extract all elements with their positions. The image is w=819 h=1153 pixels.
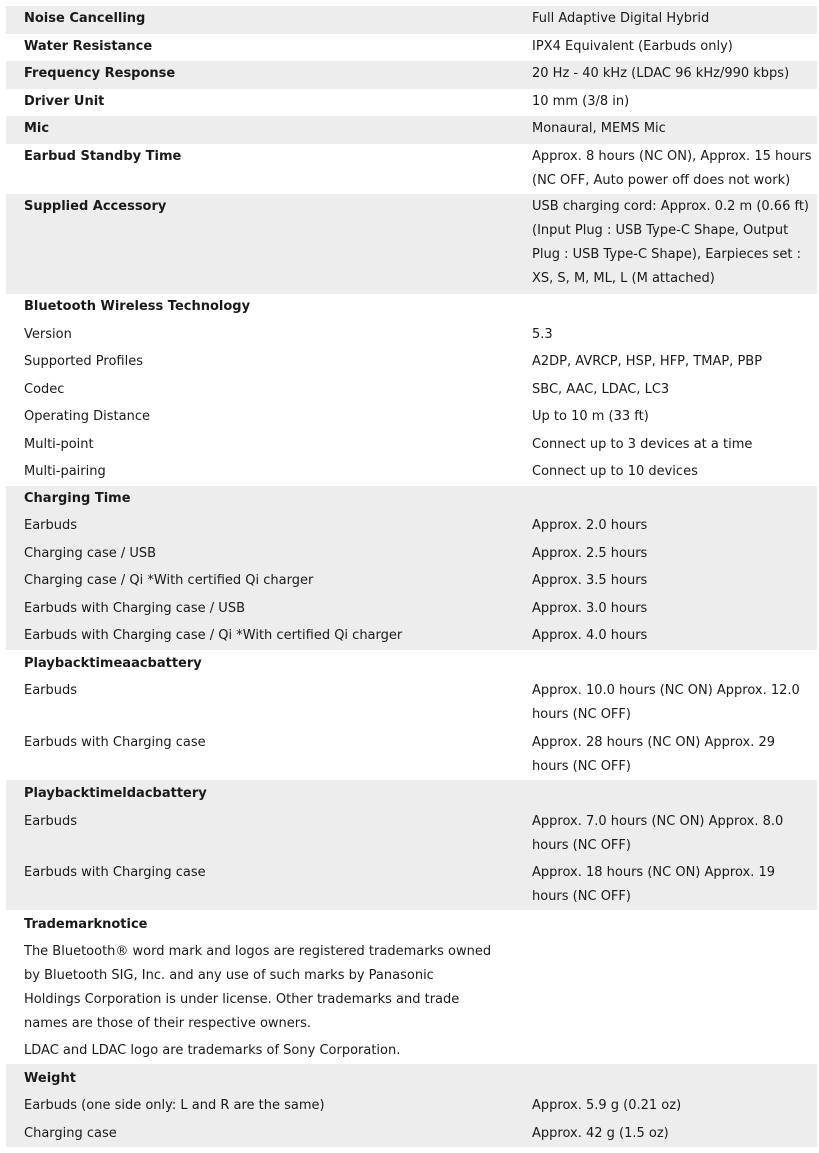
spec-label: Earbuds (one side only: L and R are the same)	[24, 1098, 325, 1113]
spec-label: Earbuds with Charging case / USB	[24, 601, 245, 616]
spec-value: 5.3	[532, 327, 553, 342]
spec-label: Codec	[24, 382, 65, 397]
spec-value: Approx. 2.5 hours	[532, 546, 648, 561]
spec-value: USB charging cord: Approx. 0.2 m (0.66 ft) (Input Plug : USB Type-C Shape, Output Plug : USB Type-C Shape), Earpieces set : XS, S, M, ML, L (M attached)	[532, 199, 809, 286]
spec-label: Charging case / USB	[24, 546, 157, 561]
spec-value: Approx. 5.9 g (0.21 oz)	[532, 1098, 682, 1113]
spec-value: Up to 10 m (33 ft)	[532, 409, 649, 424]
spec-label: Charging case / Qi *With certified Qi charger	[24, 573, 314, 588]
spec-label: Water Resistance	[24, 39, 153, 54]
spec-value: Approx. 4.0 hours	[532, 628, 648, 643]
spec-value: Approx. 18 hours (NC ON) Approx. 19 hours (NC OFF)	[532, 865, 776, 904]
spec-row-noise-cancelling	[6, 6, 817, 34]
spec-label: Version	[24, 327, 72, 342]
spec-label: Supported Profiles	[24, 354, 143, 369]
spec-value: A2DP, AVRCP, HSP, HFP, TMAP, PBP	[532, 354, 763, 369]
spec-value: Approx. 3.5 hours	[532, 573, 648, 588]
spec-row-frequency-response	[6, 61, 817, 89]
spec-value: Approx. 8 hours (NC ON), Approx. 15 hours (NC OFF, Auto power off does not work)	[532, 149, 812, 188]
spec-row-supported-profiles	[6, 349, 817, 377]
spec-label: Driver Unit	[24, 94, 105, 109]
section-heading: Trademarknotice	[24, 917, 148, 932]
spec-label: Charging case	[24, 1126, 117, 1141]
section-playback-ldac	[6, 780, 817, 910]
spec-value: Approx. 10.0 hours (NC ON) Approx. 12.0 hours (NC OFF)	[532, 683, 800, 722]
spec-value: Approx. 7.0 hours (NC ON) Approx. 8.0 hours (NC OFF)	[532, 814, 784, 853]
section-heading: Playbacktimeaacbattery	[24, 656, 202, 671]
spec-label: Frequency Response	[24, 66, 176, 81]
spec-label: Multi-pairing	[24, 464, 106, 479]
spec-value: Monaural, MEMS Mic	[532, 121, 666, 136]
spec-row-mic	[6, 116, 817, 144]
section-heading: Weight	[24, 1071, 76, 1086]
spec-value: Connect up to 10 devices	[532, 464, 698, 479]
spec-value: SBC, AAC, LDAC, LC3	[532, 382, 670, 397]
spec-value: Approx. 3.0 hours	[532, 601, 648, 616]
spec-row-earbud-standby-time	[6, 144, 817, 194]
spec-value: 20 Hz - 40 kHz (LDAC 96 kHz/990 kbps)	[532, 66, 790, 81]
section-heading: Charging Time	[24, 491, 131, 506]
spec-label: Mic	[24, 121, 50, 136]
section-heading: Playbacktimeldacbattery	[24, 786, 207, 801]
spec-value: Approx. 2.0 hours	[532, 518, 648, 533]
trademark-paragraph: The Bluetooth® word mark and logos are registered trademarks owned by Bluetooth SIG, Inc. and any use of such marks by Panasonic Holdings Corporation is under license. Other trademarks and trade names are those of their respective owners.	[24, 944, 492, 1031]
section-trademark-notice	[6, 910, 817, 1064]
spec-label: Operating Distance	[24, 409, 150, 424]
spec-row-version	[6, 322, 817, 349]
spec-label: Noise Cancelling	[24, 11, 146, 26]
spec-label: Earbuds with Charging case	[24, 865, 206, 880]
spec-row-supplied-accessory	[6, 194, 817, 294]
spec-label: Earbuds with Charging case	[24, 735, 206, 750]
spec-label: Supplied Accessory	[24, 199, 167, 214]
spec-value: IPX4 Equivalent (Earbuds only)	[532, 39, 733, 54]
spec-label: Earbuds	[24, 683, 78, 698]
section-heading-bluetooth	[6, 294, 817, 322]
spec-row-multi-point	[6, 432, 817, 459]
spec-value: Connect up to 3 devices at a time	[532, 437, 753, 452]
spec-label: Earbuds	[24, 518, 78, 533]
spec-row-water-resistance	[6, 34, 817, 61]
spec-value: 10 mm (3/8 in)	[532, 94, 630, 109]
section-charging-time	[6, 486, 817, 650]
spec-row-operating-distance	[6, 404, 817, 432]
spec-row-driver-unit	[6, 89, 817, 116]
spec-value: Approx. 42 g (1.5 oz)	[532, 1126, 669, 1141]
section-heading: Bluetooth Wireless Technology	[24, 299, 251, 314]
spec-label: Earbuds with Charging case / Qi *With certified Qi charger	[24, 628, 403, 643]
spec-row-codec	[6, 377, 817, 404]
spec-label: Earbud Standby Time	[24, 149, 182, 164]
spec-value: Approx. 28 hours (NC ON) Approx. 29 hours (NC OFF)	[532, 735, 776, 774]
section-weight	[6, 1064, 817, 1147]
spec-value: Full Adaptive Digital Hybrid	[532, 11, 710, 26]
spec-label: Earbuds	[24, 814, 78, 829]
trademark-paragraph: LDAC and LDAC logo are trademarks of Sony Corporation.	[24, 1043, 401, 1058]
spec-row-multi-pairing	[6, 459, 817, 486]
spec-label: Multi-point	[24, 437, 94, 452]
section-playback-aac	[6, 650, 817, 780]
